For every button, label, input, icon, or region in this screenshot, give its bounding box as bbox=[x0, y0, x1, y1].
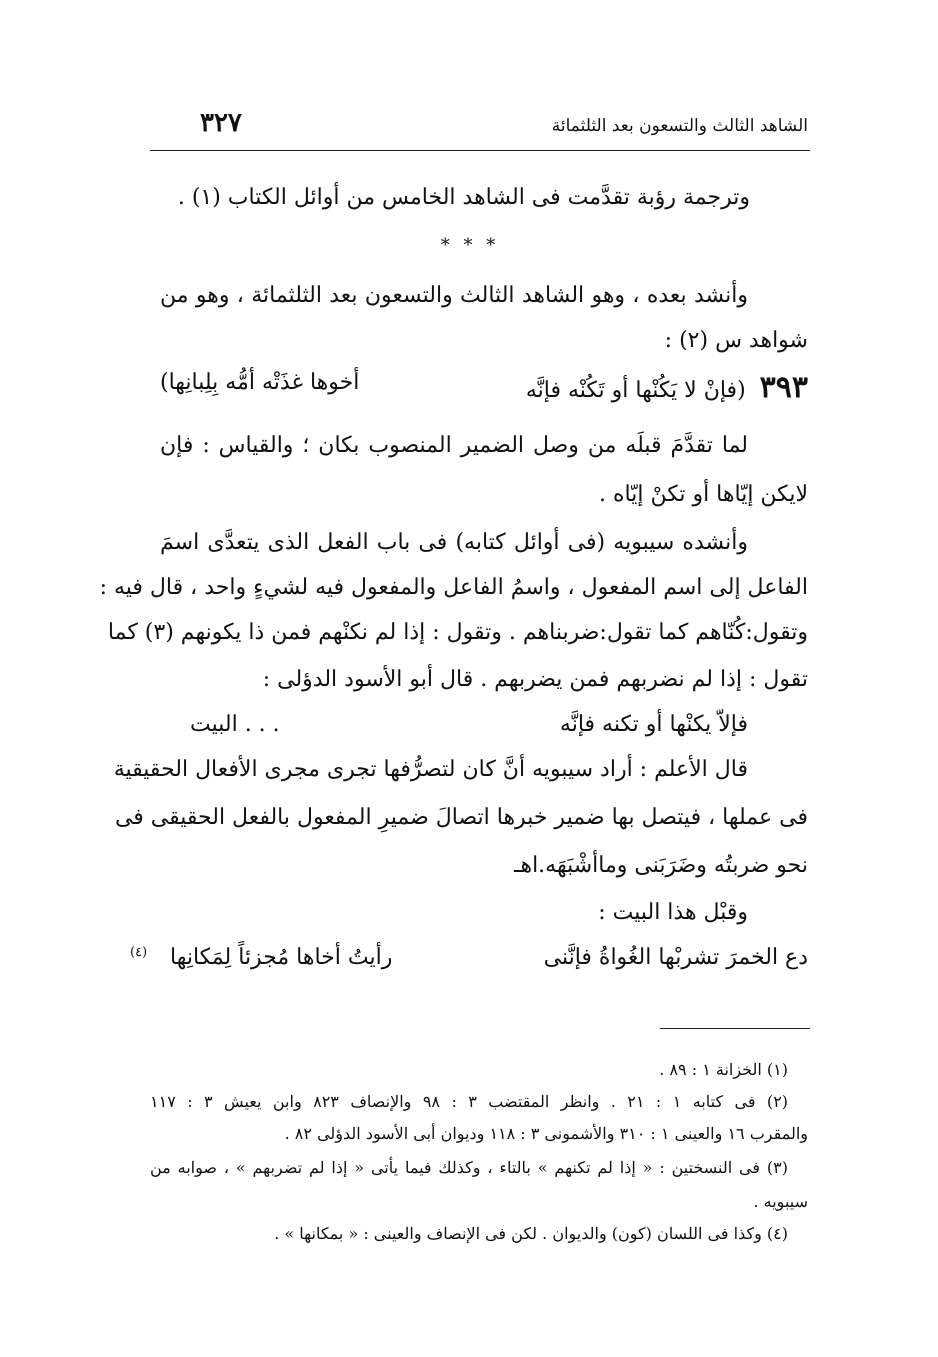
footnote: (٤) وكذا فى اللسان (كون) والديوان . لكن فى الإنصاف والعينى : « بمكانها » . bbox=[274, 1224, 788, 1243]
running-head: الشاهد الثالث والتسعون بعد الثلثمائة bbox=[551, 116, 808, 136]
verse-hemistich-1: ٣٩٣(فإنْ لا يَكُنْها أو تَكُنْه فإنَّه bbox=[525, 370, 808, 405]
paragraph-line: وتقول:كُنّاهم كما تقول:ضربناهم . وتقول : إذا لم نكنْهم فمن ذا يكونهم (٣) كما bbox=[107, 620, 808, 645]
paragraph-line: لما تقدَّمَ قبلَه من وصل الضمير المنصوب بكان ؛ والقياس : فإن bbox=[160, 433, 748, 458]
quote-hemistich-1: فإلاّ يكنْها أو تكنه فإنَّه bbox=[559, 712, 748, 737]
footnote: (٢) فى كتابه ١ : ٢١ . وانظر المقتضب ٣ : ٩٨ والإنصاف ٨٢٣ وابن يعيش ٣ : ١١٧ bbox=[150, 1092, 789, 1111]
footnote-ref: (٤) bbox=[130, 945, 148, 960]
paragraph-line: قال الأعلم : أراد سيبويه أنَّ كان لتصرُّفها تجرى مجرى الأفعال الحقيقية bbox=[113, 757, 748, 782]
intro-line: وترجمة رؤبة تقدَّمت فى الشاهد الخامس من أوائل الكتاب (١) . bbox=[177, 185, 750, 210]
page-number: ٣٢٧ bbox=[200, 108, 242, 138]
paragraph-line: شواهد س (٢) : bbox=[664, 328, 808, 353]
paragraph-line: وأنشد بعده ، وهو الشاهد الثالث والتسعون بعد الثلثمائة ، وهو من bbox=[160, 283, 748, 308]
section-separator: * * * bbox=[440, 235, 500, 256]
page-header bbox=[150, 108, 808, 148]
verse-number: ٣٩٣ bbox=[759, 370, 808, 405]
footnote: (١) الخزانة ١ : ٨٩ . bbox=[659, 1060, 788, 1079]
paragraph-line: الفاعل إلى اسم المفعول ، واسمُ الفاعل والمفعول فيه لشيءٍ واحد ، قال فيه : bbox=[99, 575, 808, 600]
verse2-hemistich-2: رأيتُ أخاها مُجزئاً لِمَكانِها bbox=[170, 945, 393, 970]
header-rule bbox=[150, 150, 810, 151]
paragraph-line: فى عملها ، فيتصل بها ضمير خبرها اتصالَ ضميرِ المفعول بالفعل الحقيقى فى bbox=[114, 805, 808, 830]
quote-hemistich-2: . . . البيت bbox=[190, 712, 280, 737]
paragraph-line: وأنشده سيبويه (فى أوائل كتابه) فى باب الفعل الذى يتعدَّى اسمَ bbox=[160, 530, 748, 555]
footnote-rule bbox=[660, 1028, 810, 1029]
paragraph-line: تقول : إذا لم نضربهم فمن يضربهم . قال أبو الأسود الدؤلى : bbox=[262, 667, 808, 692]
footnote: والمقرب ١٦ والعينى ١ : ٣١٠ والأشمونى ٣ : ١١٨ وديوان أبى الأسود الدؤلى ٨٢ . bbox=[284, 1124, 808, 1143]
verse-hemistich-2: أخوها غذَتْه أمُّه بِلِبانِها) bbox=[160, 370, 360, 395]
paragraph-line: نحو ضربتُه وضَرَبَنى وماأشْبَهَه.اهـ bbox=[514, 853, 808, 878]
footnote: (٣) فى النسختين : « إذا لم تكنهم » بالتاء ، وكذلك فيما يأتى « إذا لم تضربهم » ، صوابه من bbox=[150, 1158, 789, 1177]
footnote: سيبويه . bbox=[753, 1192, 808, 1211]
paragraph-line: وقبْل هذا البيت : bbox=[598, 900, 748, 925]
paragraph-line: لايكن إيّاها أو تكنْ إيّاه . bbox=[599, 482, 808, 507]
verse2-hemistich-1: دع الخمرَ تشربْها الغُواةُ فإنَّنى bbox=[543, 945, 808, 970]
